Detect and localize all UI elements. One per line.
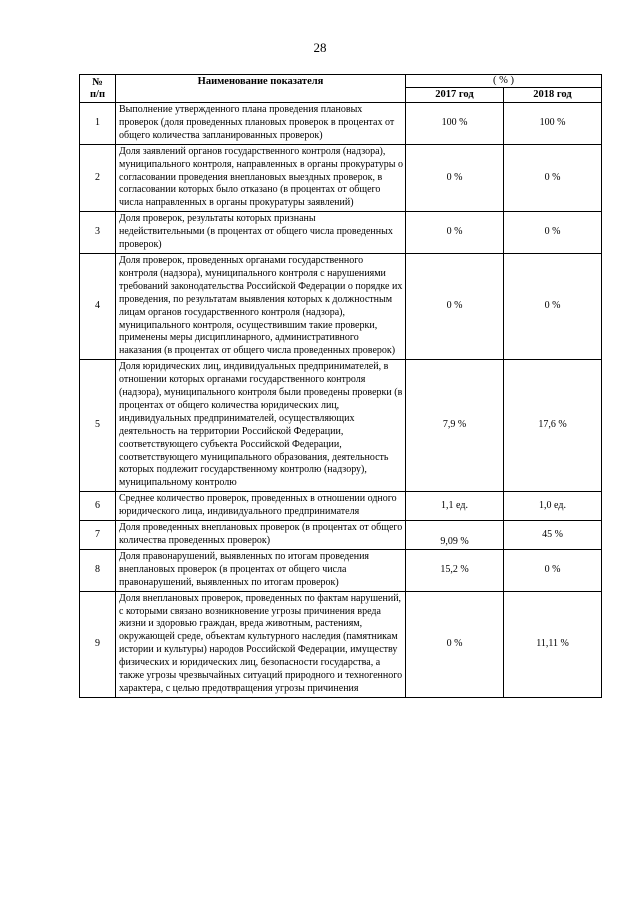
row-number: 6 — [80, 492, 116, 521]
row-number: 1 — [80, 103, 116, 145]
indicator-name: Доля проверок, проведенных органами государственного контроля (надзора), муниципального контроля с нарушениями требований законодательства Российской Федерации о порядке их проведения, по результатам выявления которых к должностным лицам органов государственного контроля (надзора), муниципального контроля, осуществившим такие проверки, применены меры дисциплинарного, административного наказания (в процентах от общего числа проведенных проверок) — [116, 253, 406, 359]
table-row — [80, 549, 602, 591]
value-2017: 0 % — [406, 144, 504, 212]
indicator-name: Доля проведенных внеплановых проверок (в процентах от общего количества проведенных проверок) — [116, 521, 406, 550]
header-percent: ( % ) — [406, 75, 602, 88]
value-2017: 0 % — [406, 212, 504, 254]
table-row — [80, 360, 602, 492]
value-2018: 11,11 % — [504, 591, 602, 697]
value-2018: 1,0 ед. — [504, 492, 602, 521]
value-2018: 0 % — [504, 144, 602, 212]
row-number: 9 — [80, 591, 116, 697]
table-row — [80, 253, 602, 359]
value-2017: 9,09 % — [406, 521, 504, 550]
header-year-2017: 2017 год — [406, 88, 504, 103]
row-number: 4 — [80, 253, 116, 359]
value-2018: 0 % — [504, 253, 602, 359]
value-2017: 100 % — [406, 103, 504, 145]
table-row — [80, 103, 602, 145]
value-2017: 0 % — [406, 591, 504, 697]
table-row — [80, 521, 602, 550]
indicator-name: Доля правонарушений, выявленных по итогам проведения внеплановых проверок (в процентах от общего числа правонарушений, выявленных по итогам проверок) — [116, 549, 406, 591]
row-number: 7 — [80, 521, 116, 550]
table-row — [80, 212, 602, 254]
value-2017: 0 % — [406, 253, 504, 359]
value-2018: 17,6 % — [504, 360, 602, 492]
indicator-name: Доля проверок, результаты которых признаны недействительными (в процентах от общего числа проведенных проверок) — [116, 212, 406, 254]
row-number: 5 — [80, 360, 116, 492]
header-num — [80, 75, 116, 103]
indicator-name: Доля юридических лиц, индивидуальных предпринимателей, в отношении которых органами государственного контроля (надзора), муниципального контроля были проведены проверки (в процентах от общего количества юридических лиц, индивидуальных предпринимателей, осуществляющих деятельность на территории Российской Федерации, соответствующего субъекта Российской Федерации, соответствующего муниципального образования, деятельность которых подлежит государственному контролю (надзору), муниципальному контролю — [116, 360, 406, 492]
row-number: 8 — [80, 549, 116, 591]
indicator-name: Среднее количество проверок, проведенных в отношении одного юридического лица, индивидуального предпринимателя — [116, 492, 406, 521]
value-2018: 45 % — [504, 521, 602, 550]
header-num-line2: п/п — [89, 88, 106, 100]
indicators-table — [79, 74, 602, 698]
header-year-2018: 2018 год — [504, 88, 602, 103]
indicator-name: Доля внеплановых проверок, проведенных по фактам нарушений, с которыми связано возникновение угрозы причинения вреда жизни и здоровью граждан, вреда животным, растениям, окружающей среде, объектам культурного наследия (памятникам истории и культуры) народов Российской Федерации, имуществу физических и юридических лиц, безопасности государства, а также угрозы чрезвычайных ситуаций природного и техногенного характера, с целью предотвращения угрозы причинения — [116, 591, 406, 697]
value-2018: 100 % — [504, 103, 602, 145]
table-row — [80, 492, 602, 521]
header-row-1 — [80, 75, 602, 88]
value-2018: 0 % — [504, 212, 602, 254]
page-number: 28 — [313, 40, 327, 55]
indicator-name: Доля заявлений органов государственного контроля (надзора), муниципального контроля, направленных в органы прокуратуры о согласовании проведения внеплановых выездных проверок, в согласовании которых было отказано (в процентах от общего числа направленных в органы прокуратуры заявлений) — [116, 144, 406, 212]
row-number: 3 — [80, 212, 116, 254]
value-2017: 7,9 % — [406, 360, 504, 492]
table-row — [80, 591, 602, 697]
row-number: 2 — [80, 144, 116, 212]
value-2017: 1,1 ед. — [406, 492, 504, 521]
indicator-name: Выполнение утвержденного плана проведения плановых проверок (доля проведенных плановых проверок в процентах от общего количества запланированных проверок) — [116, 103, 406, 145]
value-2017: 15,2 % — [406, 549, 504, 591]
table-row — [80, 144, 602, 212]
header-indicator-name: Наименование показателя — [116, 75, 406, 103]
value-2018: 0 % — [504, 549, 602, 591]
header-num-line1: № — [92, 76, 103, 88]
